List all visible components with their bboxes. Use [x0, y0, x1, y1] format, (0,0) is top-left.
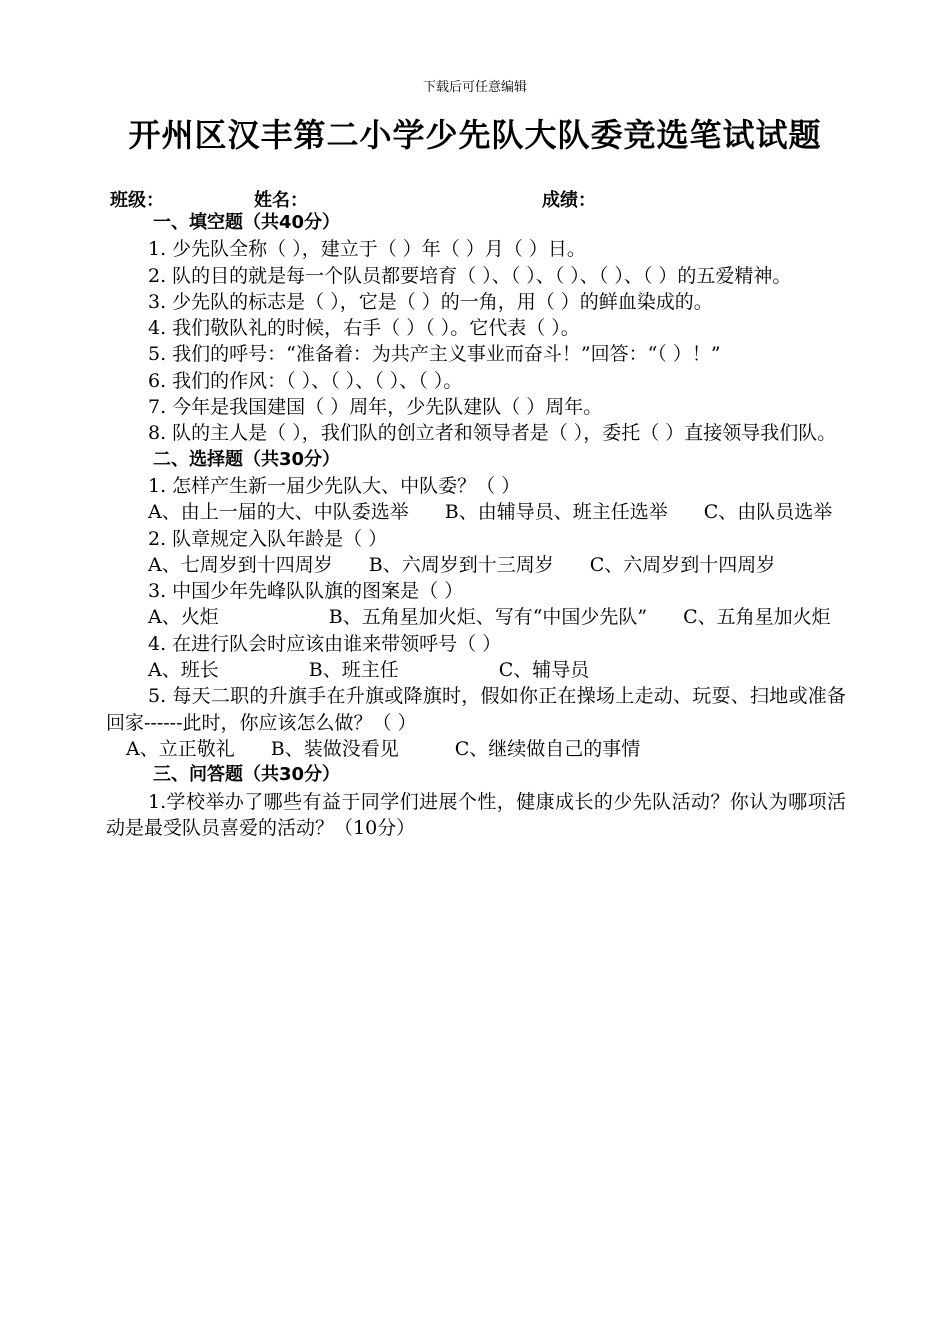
choice-question-1: 1. 怎样产生新一届少先队大、中队委？（ ） [148, 474, 521, 497]
class-label: 班级： [110, 190, 164, 211]
student-info-row [110, 186, 870, 212]
fill-question-1: 1. 少先队全称（ ），建立于（ ）年（ ）月（ ）日。 [148, 238, 586, 261]
choice-option: B、班主任 [308, 659, 399, 682]
choice-option: A、火炬 [148, 606, 219, 629]
section-title-qa: 三、问答题（共30分） [153, 764, 341, 786]
choice-option: C、六周岁到十四周岁 [589, 553, 776, 576]
choice-option: A、由上一届的大、中队委选举 [148, 501, 409, 524]
choice-option: B、六周岁到十三周岁 [368, 553, 554, 576]
choice-question-4: 4. 在进行队会时应该由谁来带领呼号（ ） [148, 632, 502, 655]
section-title-choice: 二、选择题（共30分） [153, 448, 341, 470]
choice-options-2 [106, 552, 846, 578]
qa-question-1: 1.学校举办了哪些有益于同学们进展个性，健康成长的少先队活动？你认为哪项活动是最受队员喜爱的活动？（10分） [106, 790, 846, 839]
choice-options-5 [106, 736, 846, 762]
choice-options-1 [106, 499, 846, 525]
fill-question-3: 3. 少先队的标志是（ ），它是（ ）的一角，用（ ）的鲜血染成的。 [148, 290, 713, 313]
fill-question-4: 4. 我们敬队礼的时候，右手（ ）（ ）。它代表（ ）。 [148, 317, 580, 340]
fill-question-6: 6. 我们的作风：（ ）、（ ）、（ ）、（ ）。 [148, 369, 463, 392]
page-title: 开州区汉丰第二小学少先队大队委竞选笔试试题 [128, 116, 822, 154]
name-label: 姓名： [254, 190, 308, 211]
choice-option: C、继续做自己的事情 [454, 737, 641, 760]
section-title-fill: 一、填空题（共40分） [153, 212, 341, 233]
choice-option: C、辅导员 [498, 659, 590, 682]
choice-options-3 [106, 604, 846, 630]
top-note: 下载后可任意编辑 [422, 80, 527, 95]
choice-option: B、装做没看见 [270, 737, 399, 760]
choice-option: A、立正敬礼 [126, 737, 235, 760]
choice-option: B、由辅导员、班主任选举 [444, 501, 668, 524]
fill-question-2: 2. 队的目的就是每一个队员都要培育（ ）、（ ）、（ ）、（ ）、（ ）的五爱精神。 [148, 264, 792, 287]
choice-question-2: 2. 队章规定入队年龄是（ ） [148, 527, 388, 550]
choice-option: A、七周岁到十四周岁 [148, 553, 333, 576]
choice-question-5: 5. 每天二职的升旗手在升旗或降旗时，假如你正在操场上走动、玩耍、扫地或准备回家------此时，你应该怎么做？（ ） [106, 685, 846, 734]
choice-option: B、五角星加火炬、写有“中国少先队” [328, 606, 648, 629]
exam-content [106, 210, 846, 841]
choice-option: C、由队员选举 [703, 501, 833, 524]
choice-options-4 [106, 657, 846, 683]
fill-question-5: 5. 我们的呼号：“准备着：为共产主义事业而奋斗！”回答：“（ ）！” [148, 343, 721, 366]
fill-question-8: 8. 队的主人是（ ），我们队的创立者和领导者是（ ），委托（ ）直接领导我们队。 [148, 422, 837, 445]
choice-question-3: 3. 中国少年先峰队队旗的图案是（ ） [148, 580, 464, 603]
fill-question-7: 7. 今年是我国建国（ ）周年，少先队建队（ ）周年。 [148, 396, 603, 419]
choice-option: C、五角星加火炬 [683, 606, 831, 629]
choice-option: A、班长 [148, 659, 219, 682]
score-label: 成绩： [542, 190, 596, 211]
